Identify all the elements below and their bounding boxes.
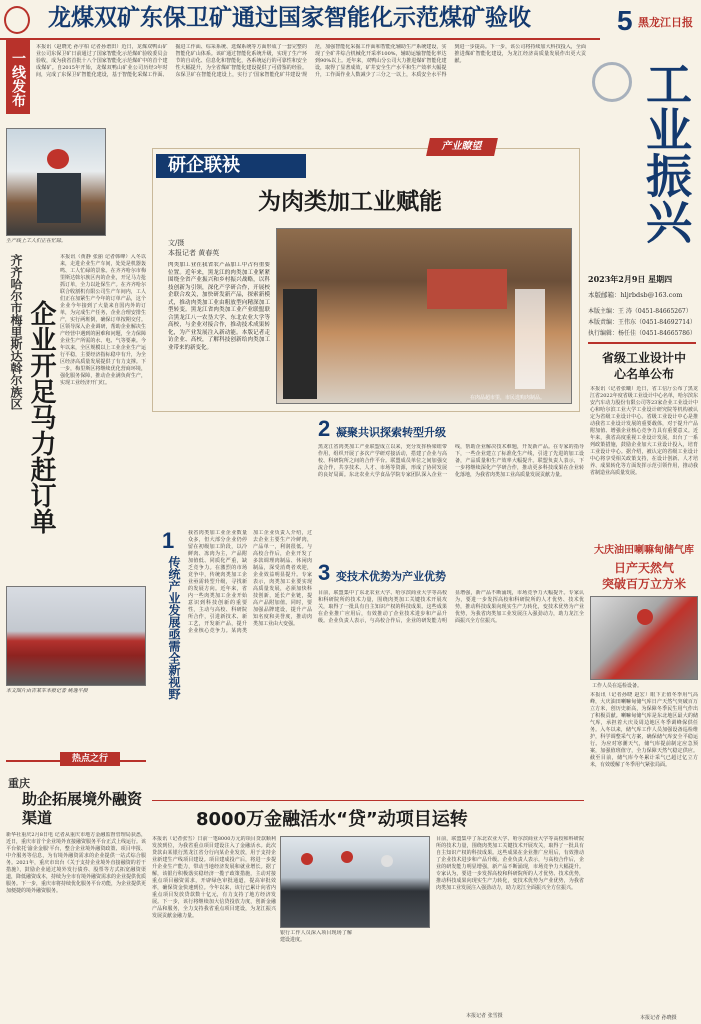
- top-story-body: 本报讯（赵晓光 孙宇柏 记者孙谱田）近日，龙煤双鸭山矿业公司东保卫矿日前通过了国家智能化示范煤矿验收委员会验收，成为我省首批十八个国家智能化示范煤矿中的首个建成煤矿。自2015年开始，龙煤双鸭山矿业公司历经3年时间，完成了东保卫矿智能化建设，基于智能化采煤工作面、掘进工作面、综采系统、选煤系统等方面形成了一套完整的智能化矿山体系。该矿通过智能化系统升级，实现了生产环节的自动化、信息化和智能化，各系统运行的可靠性和安全性大幅提升，为全省煤矿智能化建设提供了可借鉴的经验。东保卫矿在智能化建设上，实行了'国家智能化矿井建设'规范，加强智能化采掘工作面和智能化辅助生产系统建设，实现了全矿井综合机械化开采率100%，辅助运输智能化率达到90%以上。近年来，双鸭山分公司大力推进煤矿智能化建设，取得了显著成效，矿井安全生产水平和生产效率大幅提升，工作面作业人数减少了三分之一以上，本质安全水平得到进一步提高。下一步，该公司将持续加大科技投入，全面推进煤矿智能化建设，为龙江经济高质量发展作出更大贡献。: [36, 44, 586, 78]
- feature-byline: 文/摄: [168, 239, 185, 247]
- meat-photo-caption: 在肉品超市里，市民选购肉制品。: [470, 395, 546, 401]
- feature-reporter: 本报记者 黄春英: [168, 249, 220, 257]
- loan-body: 本报讯（记者张雪）日前一笔8000万元的项目贷款顺利发放到位，为我省重点项目建设注入了金融活水。此次贷款由某银行黑龙江省分行向某企业发放，用于支持企业新建生产线项目建设。项目建成投产后，将进一步提升企业生产能力，带动当地经济发展和就业增长。据了解，该银行积极落实稳经济一揽子政策措施，主动对接重点项目融资需求，开辟绿色审批通道，提高审批效率，确保资金快速到位。今年以来，该行已累计向省内重点项目发放贷款数十亿元，有力支持了地方经济发展。下一步，该行将继续加大信贷投放力度，创新金融产品和服务，全力支持我省重点项目建设，为龙江振兴发展贡献金融力量。: [152, 836, 276, 919]
- top-headline: 龙煤双矿东保卫矿通过国家智能化示范煤矿验收: [48, 5, 531, 31]
- loan-rule: [152, 800, 584, 801]
- gear-icon: [592, 62, 632, 102]
- emblem-icon: [4, 6, 30, 34]
- worker-helmet: [47, 149, 69, 169]
- truck-photo: [6, 586, 146, 686]
- daqing-headline-line3: 突破百万立方米: [601, 577, 686, 591]
- feature-title-line1: 研企联袂: [168, 155, 240, 176]
- daqing-credit: 本报记者 孙晓摄: [640, 1015, 677, 1021]
- worker-helmet: [637, 609, 653, 625]
- email: 本版邮箱：hljrbdsb@163.com: [588, 291, 683, 299]
- right-rule: [588, 342, 696, 344]
- yixian-tag: 一线发布: [6, 40, 30, 114]
- enterprise-headline: 企业开足马力赶订单: [26, 300, 56, 534]
- meat-market-photo: [276, 228, 572, 404]
- daqing-photo-caption: 工作人员在巡检设备。: [592, 683, 643, 689]
- feature-intro: 肉类加工业在我省农产品加工中占有重要位置。近年来，黑龙江的肉类加工业紧紧围绕全省产业振兴和乡村振兴战略，以科技创新为引领，深化产学研合作，开展校企联合攻关，加快研发新产品，探索新模式，推动肉类加工业由粗放型向精深加工型转变。黑龙江省肉类加工业产业联盟联合黑龙江八一农垦大学、东北农业大学等高校，与企业对接合作，推动技术成果转化，为产业发展注入新动能。本版记者走访企业、高校，了解科技创新给肉类加工业带来的新变化。: [168, 262, 270, 351]
- feature-title-line2: 为肉类加工业赋能: [258, 189, 442, 215]
- customer-figure: [283, 289, 317, 399]
- chongqing-headline: 助企拓展境外融资渠道: [22, 790, 143, 827]
- paper-name: 黑龙江日报: [638, 16, 693, 29]
- editor-line: 执行编辑：杨任佳（0451-84665786）: [588, 330, 696, 337]
- factory-photo: [6, 128, 106, 236]
- masthead: [0, 0, 701, 40]
- truck-photo-caption: 本文图片由吉某车本报记者 姚逸平摄: [6, 688, 88, 694]
- section-2-title: 凝聚共识探索转型升级: [336, 426, 446, 439]
- bank-visit-photo: [280, 836, 430, 928]
- section-2-number: 2: [318, 416, 331, 441]
- feature-kicker: 产业瞭望: [426, 138, 498, 156]
- worker-body: [37, 173, 81, 223]
- chongqing-body: 新华社重庆2月8日电 记者从重庆市地方金融监督管理局获悉，近日，重庆市首个企业境外直接融资服务平台正式上线运行。该平台依托'渝企金服'平台，整合企业境外融资政策、项目申报、中介服务等信息，为有境外融资需求的企业提供一站式综合服务。2021年，重庆市出台《关于支持企业境外直接融资的若干措施》，鼓励企业通过境外发行债券、股票等方式拓宽融资渠道，降低融资成本，持续为全市有境外融资需求的企业提供优质服务。下一步，重庆市将持续优化服务平台功能，为企业提供更加便捷的境外融资服务。: [6, 832, 146, 894]
- gas-storage-photo: [590, 596, 698, 680]
- helmet-1: [301, 853, 313, 865]
- hotspot-tag: 热点之行: [60, 752, 120, 766]
- daqing-headline-line2: 日产天然气: [613, 561, 674, 575]
- top-rule: [0, 38, 600, 40]
- enterprise-body: 本报讯（黄静 张丽 记者韩峰）入冬以来，走进企业生产车间，处处是机器轰鸣、工人忙碌的景象。在齐齐哈尔市梅里斯达斡尔族区内的企业，开足马力抢抓订单，全力以赴保生产。在齐齐哈尔联合收割机有限公司生产车间内，工人们正在加紧生产今年的订单产品，这个企业今年接到了大量来自国内外的订单，为完成生产任务，企业合理安排生产，实行两班倒，确保订单按期交付。区领导深入企业调研，帮助企业解决生产经营中遇到的困难和问题，全力保障企业生产所需的水、电、气等要素。今年以来，全区规模以上工业企业生产运行平稳，主要经济指标稳中有升，为全区经济高质量发展提供了有力支撑。下一步，梅里斯区将继续优化营商环境，强化服务保障，推动企业满负荷生产，实现工业经济开门红。: [60, 254, 146, 386]
- chongqing-label: 重庆: [8, 777, 30, 790]
- daqing-headline-line1: 大庆油田喇嘛甸储气库: [594, 545, 694, 556]
- helmet-3: [381, 855, 393, 867]
- design-center-headline: 省级工业设计中心名单公布: [601, 351, 686, 381]
- editors: [588, 306, 698, 339]
- loan-body-continued: 银行工作人员深入项目现场了解建设进度。: [280, 930, 352, 943]
- helmet-2: [341, 851, 353, 863]
- editor-line: 本版主编：王 涛（0451-84665267）: [588, 308, 692, 315]
- design-center-body: 本报讯（记者张曦）近日，省工信厅公布了黑龙江省2022年度省级工业设计中心名单，哈尔滨东安汽车动力股份有限公司等23家企业工业设计中心和哈尔滨工业大学工业设计研究院等机构被认定为省级工业设计中心。省级工业设计中心是推动我省工业设计发展的重要载体，对于提升产品附加值、增强企业核心竞争力具有重要意义。近年来，我省高度重视工业设计发展，出台了一系列政策措施，鼓励企业加大工业设计投入，培育工业设计中心。据介绍，被认定的省级工业设计中心将享受相关政策支持，在设计创新、人才培养、成果转化等方面发挥示范引领作用，推动我省制造业高质量发展。: [590, 386, 698, 476]
- section-3-number: 3: [318, 560, 331, 585]
- enterprise-location: 齐齐哈尔市梅里斯达斡尔族区: [9, 254, 23, 410]
- meat-counter: [427, 269, 507, 309]
- page-number: 5: [617, 5, 633, 36]
- loan-side-body: 目前，联盟集中了东北农业大学、哈尔滨商业大学等高校和科研院所的技术力量，围绕肉类加工关键技术开展攻关，取得了一批具有自主知识产权的科技成果。这些成果在企业推广应用后，有效推动了企业技术进步和产品升级。企业负责人表示，与高校合作后，企业的研发能力明显增强，新产品不断涌现，市场竞争力大幅提升。专家认为，要进一步发挥高校和科研院所的人才优势、技术优势，推动科技成果向现实生产力转化，变技术优势为产业优势，为我省肉类加工业发展注入强劲动力，助力龙江全面振兴全方位振兴。: [436, 836, 584, 891]
- section-3-body: 目前，联盟集中了东北农业大学、哈尔滨商业大学等高校和科研院所的技术力量，围绕肉类加工关键技术开展攻关，取得了一批具有自主知识产权的科技成果。这些成果在企业推广应用后，有效推动了企业技术进步和产品升级。企业负责人表示，与高校合作后，企业的研发能力明显增强，新产品不断涌现，市场竞争力大幅提升。专家认为，要进一步发挥高校和科研院所的人才优势、技术优势，推动科技成果向现实生产力转化，变技术优势为产业优势，为我省肉类加工业发展注入强劲动力，助力龙江全面振兴全方位振兴。: [318, 590, 584, 624]
- enterprise-photo-caption: 生产线上工人们正在忙碌。: [6, 238, 67, 244]
- date: 2023年2月9日 星期四: [588, 274, 673, 284]
- section-1-title: 传统产业发展亟需全新视野: [167, 556, 181, 700]
- section-1-number: 1: [162, 528, 175, 553]
- section-2-body: 黑龙江省肉类加工产业联盟成立以来，充分发挥桥梁纽带作用，组织开展了多次产学研对接活动，搭建了企业与高校、科研院所之间的合作平台。联盟成员单位之间加强交流合作，共享技术、人才、市场等资源，形成了协同发展的良好局面。东北农业大学食品学院专家团队深入企业一线，帮助企业解决技术难题，开发新产品。在专家的指导下，一些企业建立了标准化生产线，引进了先进的加工设备，产品质量和生产效率大幅提升。联盟负责人表示，下一步将继续深化产学研合作，推动更多科技成果在企业转化落地，为我省肉类加工业高质量发展贡献力量。: [318, 444, 584, 478]
- loan-headline: 8000万金融活水“贷”动项目运转: [196, 809, 468, 830]
- section-title: 工业振兴: [639, 60, 693, 244]
- loan-credit: 本报记者 张雪摄: [466, 1013, 503, 1019]
- clerk-figure: [515, 289, 545, 389]
- daqing-body: 本报讯（记者孙晓 赵宏）眼下正值冬季用气高峰，大庆油田喇嘛甸储气库日产天然气突破百万立方米，创历史新高，为保障冬季民生用气作出了积极贡献。喇嘛甸储气库是东北地区最大的储气库，承担着大庆及周边地区冬季调峰保供任务。入冬以来，储气库工作人员加强设备巡检维护，科学调整采气方案，确保储气库安全平稳运行。为应对寒潮天气，储气库提前制定应急预案，加强值班值守，全力保障天然气稳定供应。截至目前，储气库今冬累计采气已超过亿立方米，有效缓解了冬季用气紧张局面。: [590, 692, 698, 768]
- section-1-body: 我省肉类加工业企业数量众多，但大部分企业仍停留在初级加工阶段，以冷鲜肉、冻肉为主，产品附加值低、同质化严重，缺乏竞争力。在激烈的市场竞争中，传统肉类加工企业亟需转型升级，寻找新的发展方向。近年来，省内一些肉类加工企业开始意识到科技创新的重要性，主动与高校、科研院所合作，引进新技术、新工艺，开发新产品，提升企业核心竞争力。某肉类加工企业负责人介绍，过去企业主要生产冷鲜肉，产品单一，利润很低。与高校合作后，企业开发了多款调理肉制品、休闲肉制品，深受消费者欢迎，企业效益明显提升。专家表示，肉类加工业要实现高质量发展，必须加快科技创新，延长产业链，提高产品附加值。同时，要加强品牌建设，提升产品知名度和美誉度，推动肉类加工业由大变强。: [188, 530, 312, 634]
- section-3-title: 变技术优势为产业优势: [336, 570, 446, 583]
- editor-line: 本版责编：王伟东（0451-84692714）: [588, 319, 696, 326]
